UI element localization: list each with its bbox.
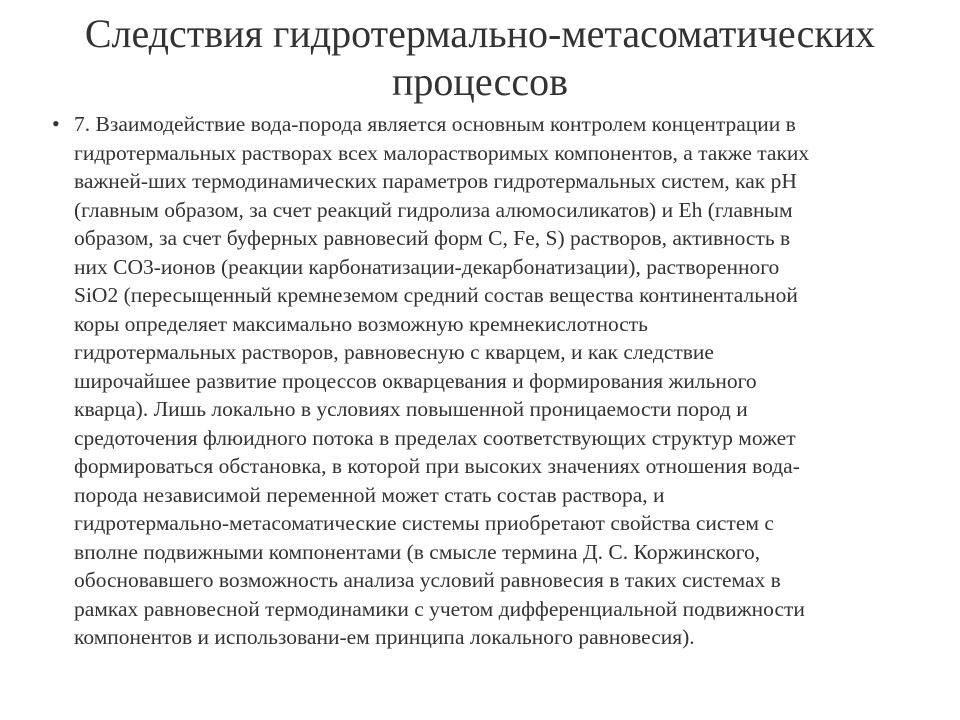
text-line: обосновавшего возможность анализа условий равновесия в таких системах в <box>74 568 781 592</box>
text-line: вполне подвижными компонентами (в смысле термина Д. С. Коржинского, <box>74 539 761 564</box>
text-line: гидротермальных растворов, равновесную с кварцем, и как следствие <box>74 340 714 364</box>
bullet-item <box>52 110 912 652</box>
text-line: них CO3-ионов (реакции карбонатизации-декарбонатизации), растворенного <box>74 254 780 279</box>
slide-title <box>48 10 912 106</box>
bullet-icon: • <box>52 111 60 136</box>
text-line: кварца). Лишь локально в условиях повышенной проницаемости пород и <box>74 397 748 421</box>
text-line: формироваться обстановка, в которой при высоких значениях отношения вода- <box>74 454 800 478</box>
text-line: порода независимой переменной может стать состав раствора, и <box>74 482 665 507</box>
slide-body <box>52 110 912 652</box>
text-line: компонентов и использовани-ем принципа локального равновесия). <box>74 625 695 649</box>
text-line: средоточения флюидного потока в пределах соответствующих структур может <box>74 425 796 450</box>
text-line: коры определяет максимально возможную кремнекислотность <box>74 311 648 336</box>
text-line: SiO2 (пересыщенный кремнеземом средний состав вещества континентальной <box>74 283 798 307</box>
text-line: образом, за счет буферных равновесий форм C, Fe, S) растворов, активность в <box>74 226 791 250</box>
text-line: 7. Взаимодействие вода-порода является основным контролем концентрации в <box>74 112 796 136</box>
text-line: (главным образом, за счет реакций гидролиза алюмосиликатов) и Eh (главным <box>74 197 793 222</box>
title-line: Следствия гидротермально-метасоматических <box>84 11 876 56</box>
text-line: важней-ших термодинамических параметров гидротермальных систем, как pH <box>74 169 797 193</box>
bullet-text <box>74 110 912 652</box>
title-line: процессов <box>392 59 568 104</box>
text-line: гидротермальных растворах всех малорастворимых компонентов, а также таких <box>74 140 810 165</box>
text-line: широчайшее развитие процессов окварцевания и формирования жильного <box>74 368 757 393</box>
text-line: рамках равновесной термодинамики с учетом дифференциальной подвижности <box>74 596 805 621</box>
text-line: гидротермально-метасоматические системы приобретают свойства систем с <box>74 511 774 535</box>
